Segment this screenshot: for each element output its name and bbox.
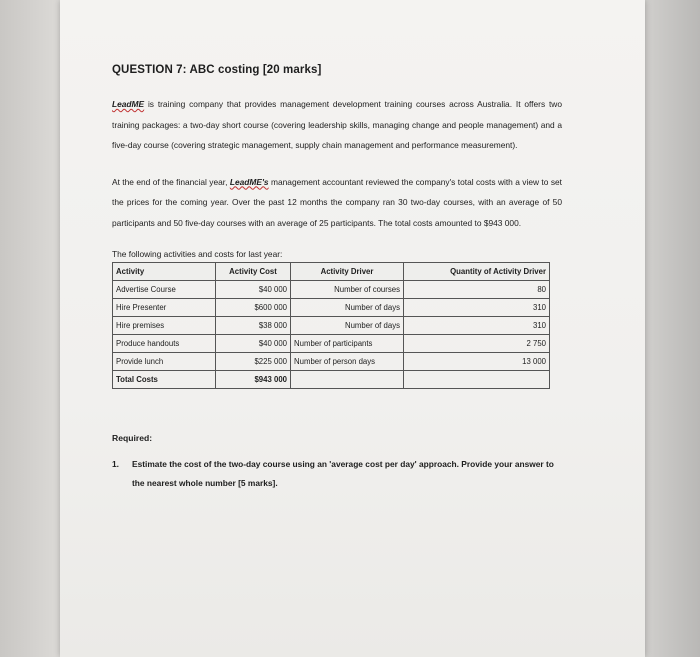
table-row [113, 335, 550, 353]
cell-driver: Number of days [291, 299, 404, 317]
review-text-start: At the end of the financial year, [112, 176, 230, 187]
question-title: QUESTION 7: ABC costing [20 marks] [112, 64, 322, 76]
document-page [112, 64, 562, 493]
cell-total-cost: $943 000 [216, 371, 291, 389]
cell-driver: Number of courses [291, 281, 404, 299]
review-paragraph [112, 172, 562, 234]
table-caption: The following activities and costs for last year: [112, 249, 283, 259]
cell-quantity: 13 000 [404, 353, 550, 371]
cell-activity: Hire Presenter [113, 299, 216, 317]
cell-activity: Hire premises [113, 317, 216, 335]
total-row [113, 371, 550, 389]
cell-activity: Advertise Course [113, 281, 216, 299]
cell-driver: Number of person days [291, 353, 404, 371]
table-row [113, 353, 550, 371]
cell-cost: $38 000 [216, 317, 291, 335]
cell-cost: $225 000 [216, 353, 291, 371]
cell-quantity: 310 [404, 317, 550, 335]
review-text-end: management accountant reviewed the company's total costs with a view to set the prices for the coming year. Over the past 12 months the company ran 30 two-day courses, with an average of 50 participants and 50 five-day courses with an average of 25 participants. The total costs amounted to $943 000. [112, 176, 562, 228]
cell-quantity: 2 750 [404, 335, 550, 353]
intro-paragraph [112, 94, 562, 156]
cell-cost: $40 000 [216, 281, 291, 299]
header-activity-cost: Activity Cost [216, 263, 291, 281]
activity-cost-table [112, 262, 550, 389]
header-quantity: Quantity of Activity Driver [404, 263, 550, 281]
company-name-possessive: LeadME's [229, 176, 269, 187]
required-item-number: 1. [112, 459, 119, 469]
cell-activity: Provide lunch [113, 353, 216, 371]
required-item-text: Estimate the cost of the two-day course using an 'average cost per day' approach. Provide your answer to the nearest whole number [5 marks]. [132, 459, 554, 488]
table-header-row [113, 263, 550, 281]
table-row [113, 299, 550, 317]
header-activity-driver: Activity Driver [291, 263, 404, 281]
cell-activity: Produce handouts [113, 335, 216, 353]
required-label: Required: [112, 433, 153, 443]
cell-quantity: 80 [404, 281, 550, 299]
intro-text: is training company that provides management development training courses across Australia. It offers two training packages: a two-day short course (covering leadership skills, managing change and people management) and a five-day course (covering strategic management, supply chain management and performance measurement). [112, 99, 562, 150]
cell-empty [404, 371, 550, 389]
company-name: LeadME [112, 99, 145, 109]
cell-total-label: Total Costs [113, 371, 216, 389]
required-item [112, 455, 562, 493]
cell-driver: Number of participants [291, 335, 404, 353]
table-row [113, 317, 550, 335]
cell-cost: $600 000 [216, 299, 291, 317]
cell-empty [291, 371, 404, 389]
cell-quantity: 310 [404, 299, 550, 317]
header-activity: Activity [113, 263, 216, 281]
cell-driver: Number of days [291, 317, 404, 335]
cell-cost: $40 000 [216, 335, 291, 353]
table-row [113, 281, 550, 299]
